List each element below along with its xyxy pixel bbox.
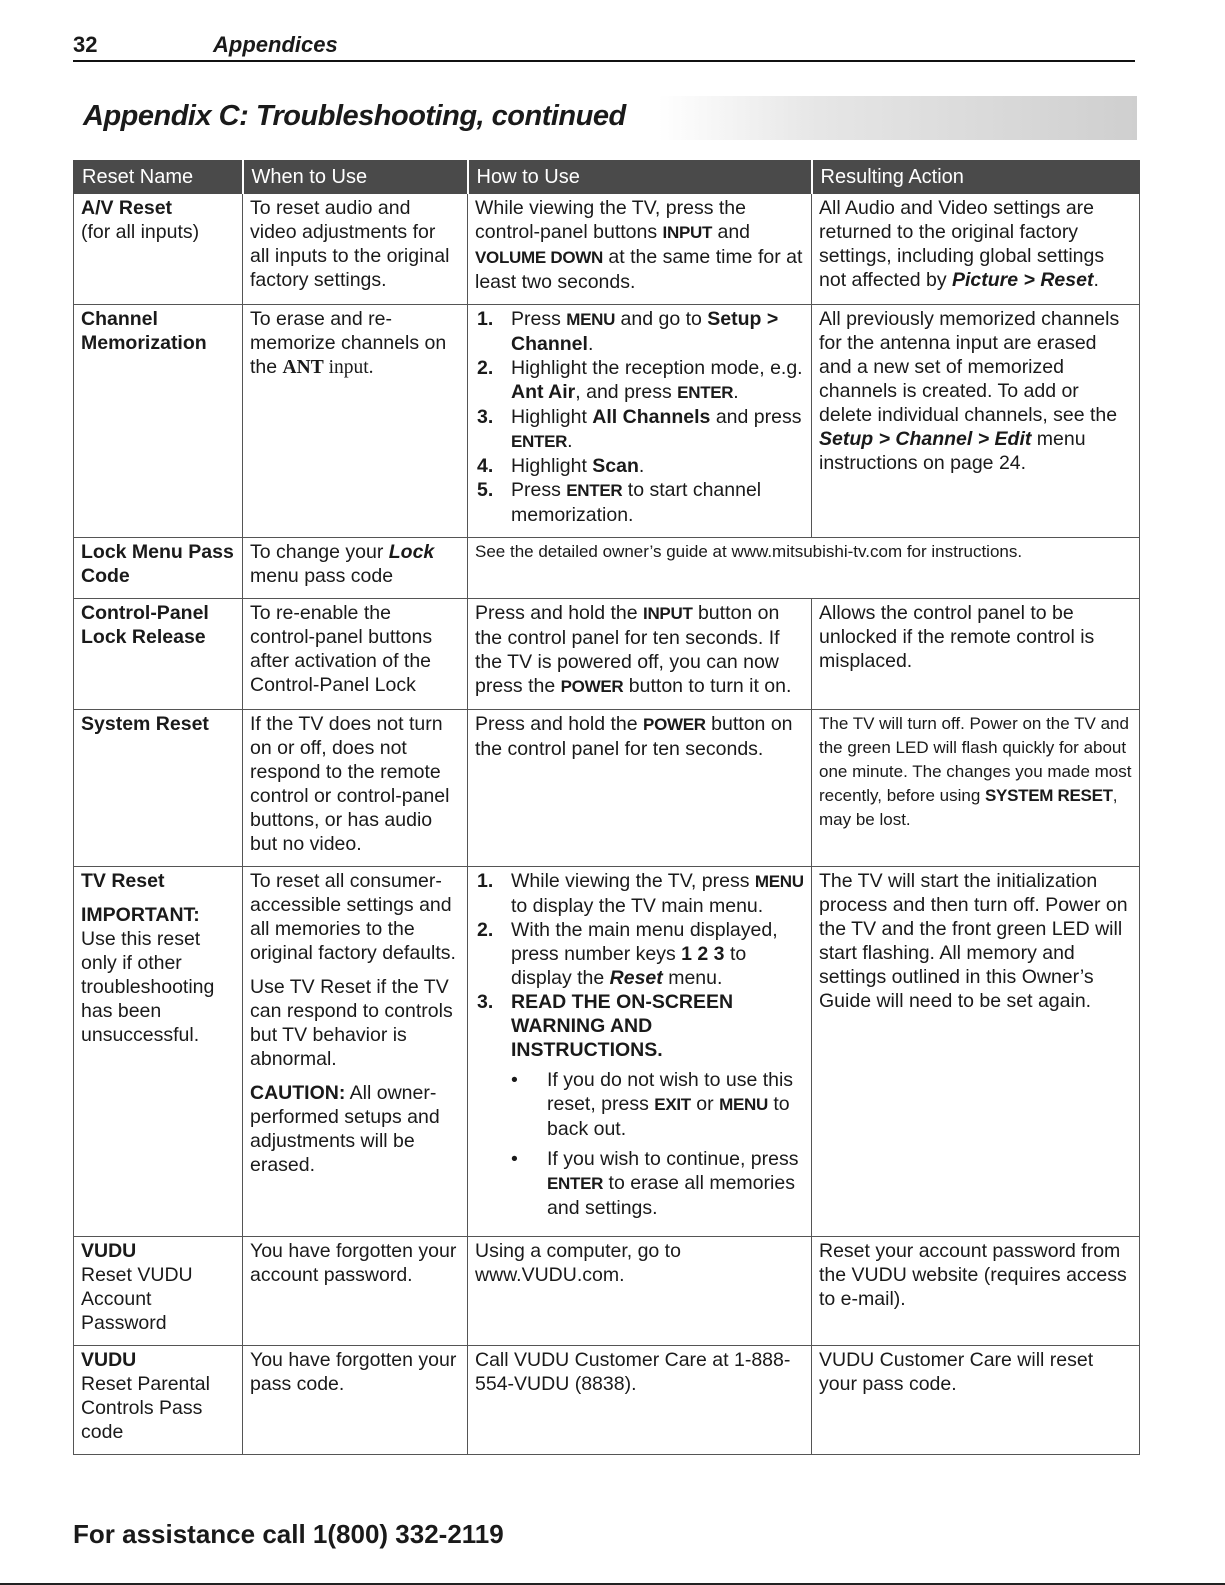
table-row [74, 1346, 1140, 1455]
reset-name: VUDU [81, 1349, 137, 1371]
table-row [74, 194, 1140, 305]
section-name: Appendices [213, 32, 338, 57]
how-cell: See the detailed owner’s guide at www.mitsubishi-tv.com for instructions. [468, 538, 1140, 599]
how-cell [468, 867, 812, 1237]
table-row [74, 538, 1140, 599]
result-cell: All Audio and Video settings are returned to the original factory settings, including global settings not affected by Picture > Reset. [812, 194, 1140, 305]
step-item: 1. Press MENU and go to Setup > Channel. [477, 308, 779, 355]
step-item: 3. READ THE ON-SCREEN WARNING AND INSTRUCTIONS. • If you do not wish to use this reset, press EXIT or MENU to back out. • If you wish to continue, press ENTER to erase all memories and settings. [475, 990, 804, 1220]
step-item: 4. Highlight Scan. [477, 455, 645, 477]
when-cell: To reset all consumer-accessible settings and all memories to the original factory defaults. Use TV Reset if the TV can respond to controls but TV behavior is abnormal. CAUTION: All owner-performed setups and adjustments will be erased. [243, 867, 468, 1237]
page-number: 32 [73, 32, 98, 57]
page-header [73, 30, 1135, 62]
bullet-item: • If you do not wish to use this reset, press EXIT or MENU to back out. [511, 1068, 804, 1141]
assistance-footer: For assistance call 1(800) 332-2119 [73, 1519, 504, 1549]
reset-subtitle: Reset Parental Controls Pass code [81, 1373, 210, 1443]
reset-name: System Reset [81, 713, 209, 735]
reset-name: Channel Memorization [81, 308, 207, 354]
table-header-row [74, 161, 1140, 194]
key-label: INPUT [662, 223, 713, 242]
menu-path: Setup > Channel > Edit [819, 428, 1032, 450]
table-row [74, 710, 1140, 867]
bullet-list [511, 1068, 804, 1220]
how-cell: While viewing the TV, press the control-panel buttons INPUT and VOLUME DOWN at the same time for at least two seconds. [468, 194, 812, 305]
how-cell [468, 305, 812, 538]
reset-name: Control-Panel Lock Release [81, 602, 209, 648]
how-cell: Press and hold the INPUT button on the control panel for ten seconds. If the TV is powered off, you can now press the POWER button to turn it on. [468, 599, 812, 710]
step-item: 2. Highlight the reception mode, e.g. Ant Air, and press ENTER. [477, 357, 803, 403]
menu-path: Picture > Reset [952, 269, 1094, 291]
important-text: Use this reset only if other troubleshooting has been unsuccessful. [81, 928, 215, 1046]
reset-name-cell [74, 1346, 243, 1455]
reset-name: A/V Reset [81, 197, 173, 219]
how-cell: Using a computer, go to www.VUDU.com. [468, 1237, 812, 1346]
title-band [73, 96, 1137, 140]
key-label: ANT [282, 357, 324, 378]
result-cell: Reset your account password from the VUDU website (requires access to e-mail). [812, 1237, 1140, 1346]
caution-label: CAUTION: [250, 1082, 346, 1104]
when-cell: You have forgotten your account password. [243, 1237, 468, 1346]
when-cell: If the TV does not turn on or off, does not respond to the remote control or control-panel buttons, or has audio but no video. [243, 710, 468, 867]
bullet-item: • If you wish to continue, press ENTER to erase all memories and settings. [511, 1147, 804, 1220]
result-cell: The TV will turn off. Power on the TV and the green LED will flash quickly for about one minute. The changes you made most recently, before using SYSTEM RESET, may be lost. [812, 710, 1140, 867]
table-row [74, 599, 1140, 710]
column-header-reset-name: Reset Name [74, 161, 243, 194]
how-cell: Press and hold the POWER button on the control panel for ten seconds. [468, 710, 812, 867]
when-cell: To reset audio and video adjustments for all inputs to the original factory settings. [243, 194, 468, 305]
reset-name-cell [74, 194, 243, 305]
result-cell: The TV will start the initialization process and then turn off. Power on the TV and the front green LED will start flashing. All memory and settings outlined in this Owner’s Guide will need to be set again. [812, 867, 1140, 1237]
when-cell: To change your Lock menu pass code [243, 538, 468, 599]
column-header-when-to-use: When to Use [243, 161, 468, 194]
result-cell: Allows the control panel to be unlocked if the remote control is misplaced. [812, 599, 1140, 710]
steps-list [475, 307, 804, 527]
key-label: VOLUME DOWN [475, 248, 603, 267]
reset-name-cell [74, 599, 243, 710]
step-item: 1. While viewing the TV, press MENU to display the TV main menu. [477, 870, 804, 917]
reset-name: Lock Menu Pass Code [81, 541, 234, 587]
reset-subtitle: Reset VUDU Account Password [81, 1264, 193, 1334]
reset-subtitle: (for all inputs) [81, 221, 200, 243]
result-cell: All previously memorized channels for the antenna input are erased and a new set of memorized channels is created. To add or delete individual channels, see the Setup > Channel > Edit menu instructions on page 24. [812, 305, 1140, 538]
reset-name: TV Reset [81, 870, 165, 892]
page-title: Appendix C: Troubleshooting, continued [83, 100, 626, 132]
table-row [74, 867, 1140, 1237]
reset-name-cell [74, 710, 243, 867]
table-row [74, 305, 1140, 538]
troubleshooting-table [73, 160, 1140, 1455]
result-cell: VUDU Customer Care will reset your pass code. [812, 1346, 1140, 1455]
step-item: 3. Highlight All Channels and press ENTER. [477, 406, 802, 452]
reset-name-cell [74, 305, 243, 538]
steps-list [475, 869, 804, 1220]
reset-name-cell [74, 867, 243, 1237]
reset-name: VUDU [81, 1240, 137, 1262]
important-label: IMPORTANT: [81, 904, 200, 926]
when-cell: To erase and re-memorize channels on the ANT input. [243, 305, 468, 538]
when-cell: You have forgotten your pass code. [243, 1346, 468, 1455]
column-header-how-to-use: How to Use [468, 161, 812, 194]
step-item: 5. Press ENTER to start channel memorization. [477, 479, 762, 526]
step-item: 2. With the main menu displayed, press number keys 1 2 3 to display the Reset menu. [477, 919, 778, 989]
table-row [74, 1237, 1140, 1346]
reset-name-cell [74, 538, 243, 599]
column-header-resulting-action: Resulting Action [812, 161, 1140, 194]
when-cell: To re-enable the control-panel buttons after activation of the Control-Panel Lock [243, 599, 468, 710]
reset-name-cell [74, 1237, 243, 1346]
how-cell: Call VUDU Customer Care at 1-888-554-VUDU (8838). [468, 1346, 812, 1455]
